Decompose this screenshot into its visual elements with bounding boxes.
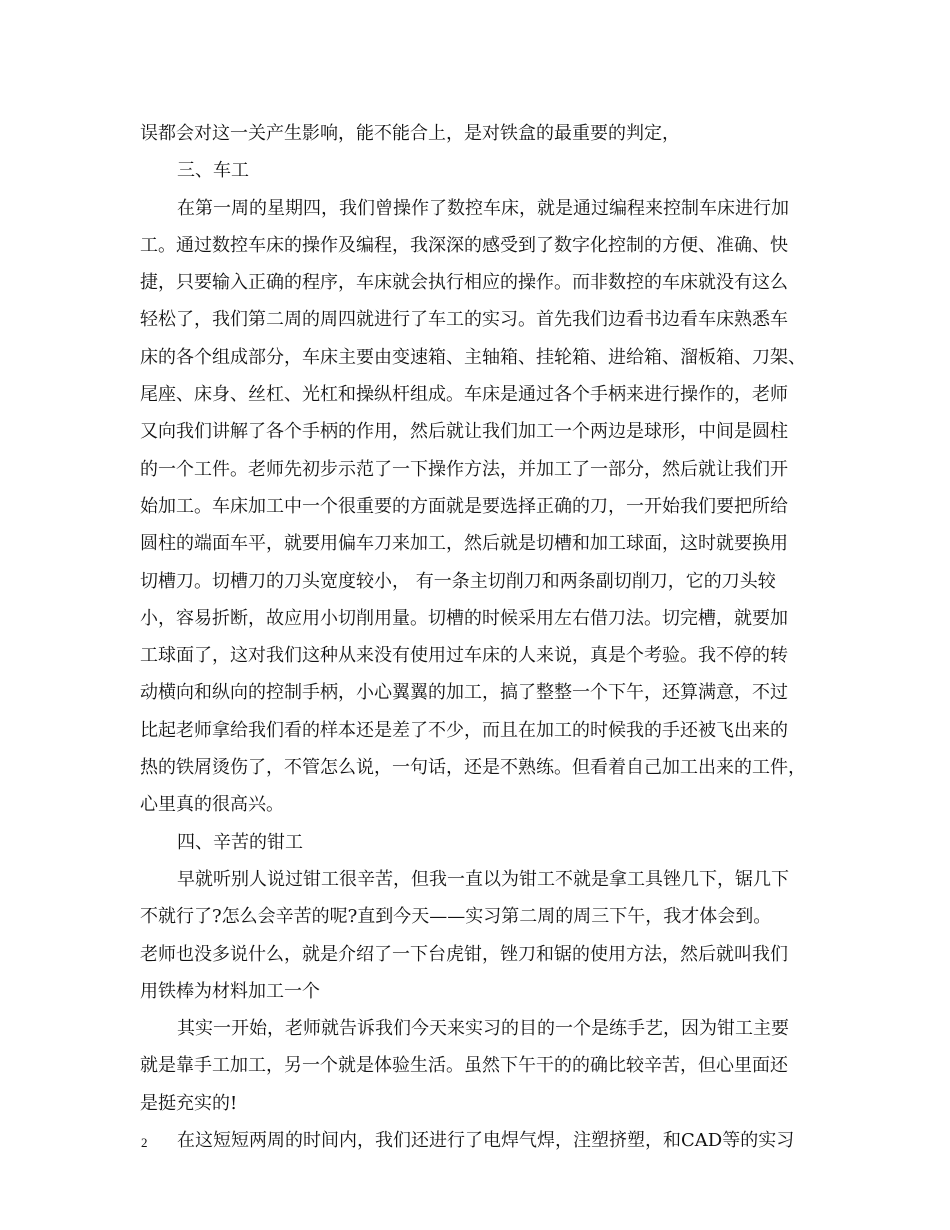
text-line: 其实一开始，老师就告诉我们今天来实习的目的一个是练手艺，因为钳工主要 — [177, 1018, 789, 1040]
text-line: 的一个工件。老师先初步示范了一下操作方法，并加工了一部分，然后就让我们开 — [140, 458, 788, 480]
text-line: 三、车工 — [177, 160, 249, 182]
text-line: 切槽刀。切槽刀的刀头宽度较小， 有一条主切削刀和两条副切削刀，它的刀头较 — [140, 570, 776, 592]
text-line: 是挺充实的! — [140, 1092, 238, 1114]
text-line: 尾座、床身、丝杠、光杠和操纵杆组成。车床是通过各个手柄来进行操作的，老师 — [140, 384, 788, 406]
text-line: 热的铁屑烫伤了，不管怎么说，一句话，还是不熟练。但看着自己加工出来的工件， — [140, 757, 806, 779]
text-line: 比起老师拿给我们看的样本还是差了不少，而且在加工的时候我的手还被飞出来的 — [140, 719, 788, 741]
text-line: 工球面了，这对我们这种从来没有使用过车床的人来说，真是个考验。我不停的转 — [140, 645, 788, 667]
text-line: 老师也没多说什么，就是介绍了一下台虎钳，锉刀和锯的使用方法，然后就叫我们 — [140, 943, 788, 965]
text-line: 心里真的很高兴。 — [140, 794, 284, 816]
text-line: 四、辛苦的钳工 — [177, 831, 303, 853]
body-text — [140, 115, 840, 1159]
text-line: 工。通过数控车床的操作及编程，我深深的感受到了数字化控制的方便、准确、快 — [140, 234, 788, 256]
text-line: 小，容易折断，故应用小切削用量。切槽的时候采用左右借刀法。切完槽，就要加 — [140, 607, 788, 629]
text-line: 误都会对这一关产生影响，能不能合上，是对铁盒的最重要的判定， — [140, 123, 680, 144]
text-line: 始加工。车床加工中一个很重要的方面就是要选择正确的刀，一开始我们要把所给 — [140, 495, 788, 517]
text-line: 用铁棒为材料加工一个 — [140, 980, 320, 1002]
text-line: 早就听别人说过钳工很辛苦，但我一直以为钳工不就是拿工具锉几下，锯几下 — [177, 868, 789, 890]
text-line: 在这短短两周的时间内，我们还进行了电焊气焊，注塑挤塑，和CAD等的实习 — [177, 1130, 795, 1152]
text-line: 又向我们讲解了各个手柄的作用，然后就让我们加工一个两边是球形，中间是圆柱 — [140, 421, 788, 443]
text-line: 就是靠手工加工，另一个就是体验生活。虽然下午干的的确比较辛苦，但心里面还 — [140, 1055, 788, 1077]
text-line: 轻松了，我们第二周的周四就进行了车工的实习。首先我们边看书边看车床熟悉车 — [140, 309, 788, 331]
text-line: 捷，只要输入正确的程序，车床就会执行相应的操作。而非数控的车床就没有这么 — [140, 272, 788, 294]
page-number: 2 — [141, 1135, 148, 1150]
text-line: 在第一周的星期四，我们曾操作了数控车床，就是通过编程来控制车床进行加 — [177, 197, 789, 219]
text-line: 不就行了?怎么会辛苦的呢?直到今天——实习第二周的周三下午，我才体会到。 — [140, 906, 772, 928]
text-line: 动横向和纵向的控制手柄，小心翼翼的加工，搞了整整一个下午，还算满意，不过 — [140, 682, 788, 704]
text-line: 床的各个组成部分，车床主要由变速箱、主轴箱、挂轮箱、进给箱、溜板箱、刀架、 — [140, 346, 806, 368]
text-line: 圆柱的端面车平，就要用偏车刀来加工，然后就是切槽和加工球面，这时就要换用 — [140, 533, 788, 555]
